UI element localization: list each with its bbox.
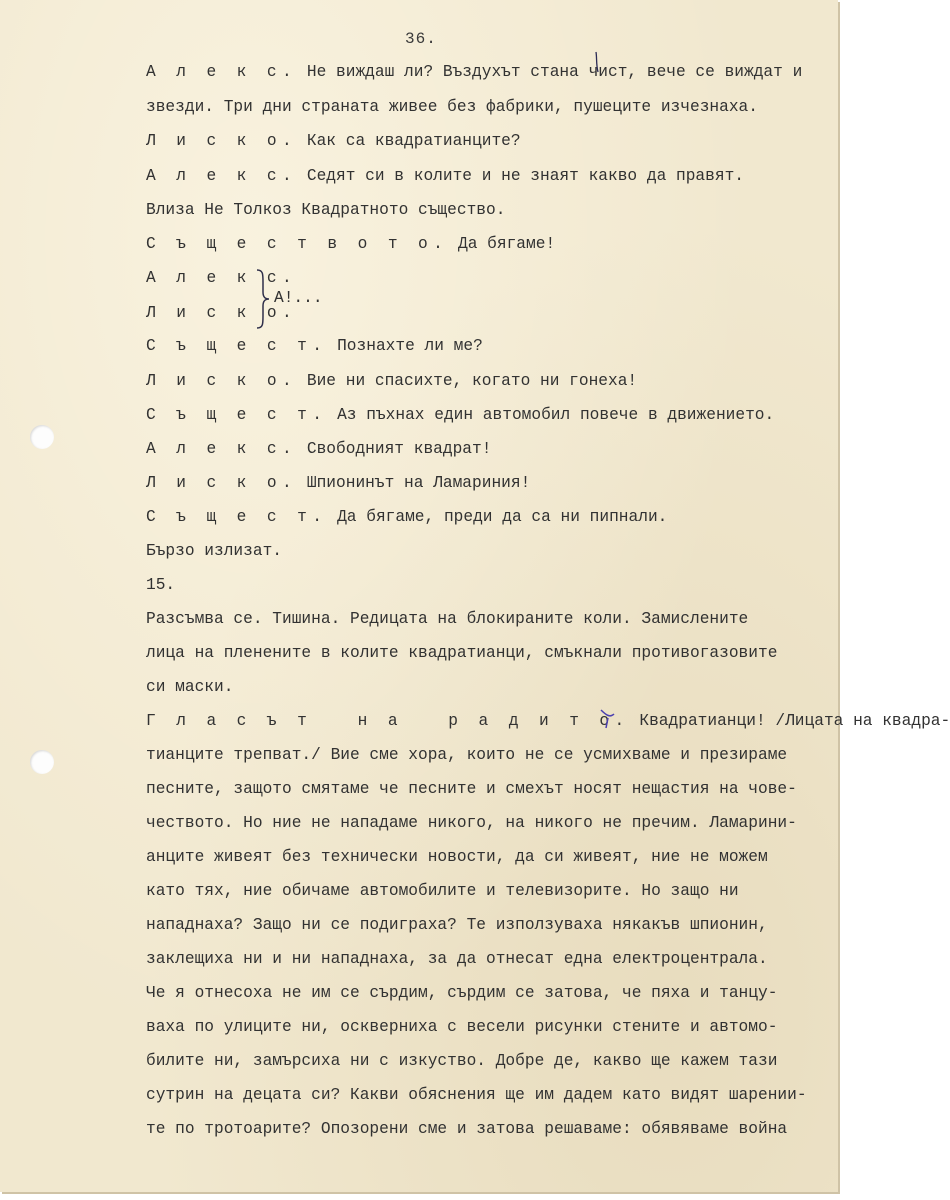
dialogue-line — [146, 97, 758, 117]
speaker-name: Л и с к о. — [146, 304, 298, 322]
speaker-name: Г л а с ъ т н а р а д и т о. — [146, 712, 630, 730]
radio-line — [146, 779, 797, 799]
line-text: Разсъмва се. Тишина. Редицата на блокираните коли. Замислените — [146, 610, 749, 628]
dialogue-line — [146, 166, 744, 186]
radio-line — [146, 949, 768, 969]
dialogue-line — [146, 507, 667, 527]
curly-brace-icon — [254, 268, 272, 330]
line-text: нападнаха? Защо ни се подиграха? Те използуваха някакъв шпионин, — [146, 916, 768, 934]
line-text: песните, защото смятаме че песните и смехът носят нещастия на чове- — [146, 780, 797, 798]
line-text: Влиза Не Толкоз Квадратното същество. — [146, 201, 506, 219]
line-text: си маски. — [146, 678, 234, 696]
stage-direction — [146, 541, 282, 561]
line-text: Как са квадратианците? — [297, 132, 521, 150]
dialogue-line — [146, 711, 950, 731]
line-text: Бързо излизат. — [146, 542, 282, 560]
scene-number — [146, 575, 175, 595]
radio-line — [146, 847, 768, 867]
line-text: тианците трепват./ Вие сме хора, които не се усмихваме и презираме — [146, 746, 788, 764]
line-text: чеството. Но ние не нападаме никого, на никого не пречим. Ламарини- — [146, 814, 797, 832]
dialogue-line — [146, 405, 774, 425]
dialogue-line — [146, 234, 555, 254]
line-text: билите ни, замърсиха ни с изкуство. Добре де, какво ще кажем тази — [146, 1052, 778, 1070]
line-text: Да бягаме, преди да са ни пипнали. — [327, 508, 668, 526]
radio-line — [146, 1085, 807, 1105]
dialogue-line — [146, 62, 802, 82]
line-text: лица на пленените в колите квадратианци, смъкнали противогазовите — [146, 644, 778, 662]
speaker-name: Л и с к о. — [146, 372, 298, 390]
dialogue-line — [146, 336, 483, 356]
radio-line — [146, 1051, 777, 1071]
radio-line — [146, 983, 777, 1003]
line-text: Аз пъхнах един автомобил повече в движението. — [327, 406, 775, 424]
speaker-name: С ъ щ е с т. — [146, 406, 328, 424]
radio-line — [146, 915, 768, 935]
line-text: звезди. Три дни страната живее без фабрики, пушеците изчезнаха. — [146, 98, 758, 116]
scene-description-line — [146, 643, 777, 663]
punch-hole-bottom — [30, 750, 54, 774]
brace-group — [146, 268, 366, 328]
speaker-name: Л и с к о. — [146, 474, 298, 492]
line-text: анците живеят без технически новости, да си живеят, ние не можем — [146, 848, 768, 866]
punch-hole-top — [30, 425, 54, 449]
speaker-name: А л е к с. — [146, 63, 298, 81]
speaker-name: Л и с к о. — [146, 132, 298, 150]
dialogue-line — [146, 131, 521, 151]
line-text: Да бягаме! — [448, 235, 556, 253]
radio-line — [146, 813, 797, 833]
dialogue-line — [146, 473, 530, 493]
line-text: като тях, ние обичаме автомобилите и телевизорите. Но защо ни — [146, 882, 739, 900]
radio-line — [146, 881, 739, 901]
stage-direction — [146, 200, 505, 220]
line-text: Познахте ли ме? — [327, 337, 483, 355]
page-number: 36. — [405, 30, 437, 48]
speaker-name: А л е к с. — [146, 167, 298, 185]
line-text: Вие ни спасихте, когато ни гонеха! — [297, 372, 638, 390]
dialogue-line — [146, 439, 491, 459]
speaker-name: С ъ щ е с т. — [146, 508, 328, 526]
brace-line-text: А!... — [274, 289, 323, 307]
radio-line — [146, 1017, 777, 1037]
line-text: сутрин на децата си? Какви обяснения ще им дадем като видят шарении- — [146, 1086, 807, 1104]
speaker-name: С ъ щ е с т в о т о. — [146, 235, 449, 253]
line-text: Седят си в колите и не знаят какво да правят. — [297, 167, 745, 185]
line-text: ваха по улиците ни, оскверниха с весели рисунки стените и автомо- — [146, 1018, 778, 1036]
line-text: заклещиха ни и ни нападнаха, за да отнесат една електроцентрала. — [146, 950, 768, 968]
scene-description-line — [146, 677, 233, 697]
dialogue-line — [146, 371, 637, 391]
speaker-name: А л е к с. — [146, 440, 298, 458]
line-text: 15. — [146, 576, 176, 594]
line-text: Свободният квадрат! — [297, 440, 492, 458]
speaker-name: А л е к с. — [146, 269, 298, 287]
line-text: Квадратианци! /Лицата на квадра- — [629, 712, 950, 730]
radio-line — [146, 1119, 787, 1139]
scene-description-line — [146, 609, 748, 629]
pen-correction-mark — [598, 706, 618, 732]
line-text: Шпионинът на Ламариния! — [297, 474, 531, 492]
radio-line — [146, 745, 787, 765]
line-text: Че я отнесоха не им се сърдим, сърдим се затова, че пяха и танцу- — [146, 984, 778, 1002]
speaker-name: С ъ щ е с т. — [146, 337, 328, 355]
pen-correction-mark — [590, 50, 604, 80]
line-text: те по тротоарите? Опозорени сме и затова решаваме: обявяваме война — [146, 1120, 788, 1138]
line-text: Не виждаш ли? Въздухът стана чист, вече се виждат и — [297, 63, 803, 81]
